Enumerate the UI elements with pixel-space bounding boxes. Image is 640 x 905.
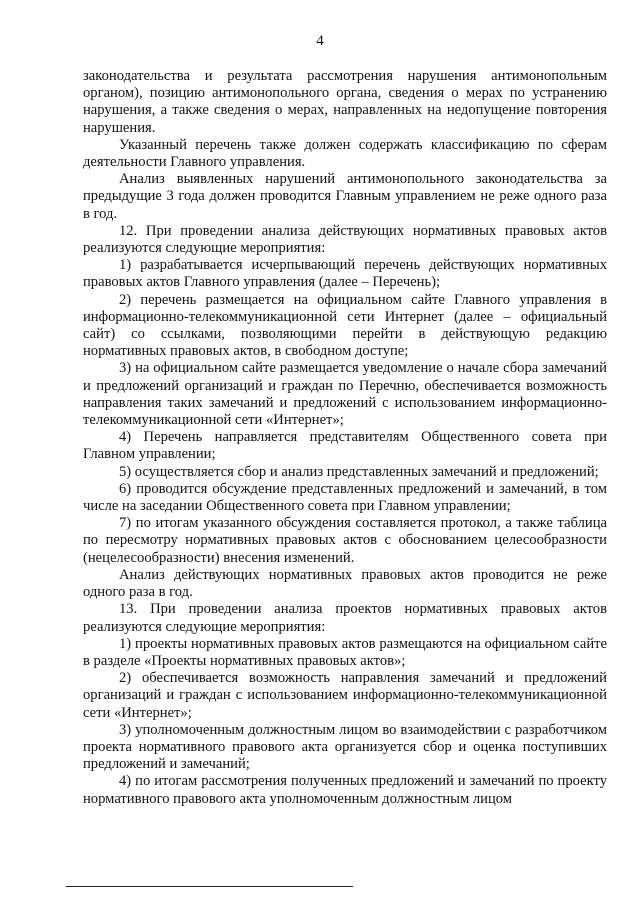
paragraph-classification: Указанный перечень также должен содержать классификацию по сферам деятельности Главного управления. — [83, 136, 607, 171]
paragraph-item-12-1: 1) разрабатывается исчерпывающий перечень действующих нормативных правовых актов Главного управления (далее – Перечень); — [83, 257, 607, 291]
page-number: 4 — [316, 33, 324, 49]
paragraph-item-13-4: 4) по итогам рассмотрения полученных предложений и замечаний по проекту нормативного правового акта уполномоченным должностным лицом — [83, 773, 607, 807]
document-body — [83, 68, 607, 808]
paragraph-item-12-5: 5) осуществляется сбор и анализ представленных замечаний и предложений; — [119, 463, 599, 480]
paragraph-item-12: 12. При проведении анализа действующих нормативных правовых актов реализуются следующие мероприятия: — [83, 222, 607, 257]
paragraph-item-13: 13. При проведении анализа проектов нормативных правовых актов реализуются следующие мероприятия: — [83, 601, 607, 635]
paragraph-continuation: законодательства и результата рассмотрения нарушения антимонопольным органом), позицию антимонопольного органа, сведения о мерах по устранению нарушения, а также сведения о мерах, направленных на недопущение повторения нарушения. — [83, 68, 607, 136]
paragraph-acts-analysis-frequency: Анализ действующих нормативных правовых актов проводится не реже одного раза в год. — [83, 566, 607, 601]
paragraph-item-12-6: 6) проводится обсуждение представленных предложений и замечаний, в том числе на заседании Общественного совета при Главном управлении; — [83, 480, 607, 515]
paragraph-item-12-2: 2) перечень размещается на официальном сайте Главного управления в информационно-телекоммуникационной сети Интернет (далее – официальный сайт) со ссылками, позволяющими перейти в действующую редакцию нормативных правовых актов, в свободном доступе; — [83, 291, 607, 360]
paragraph-analysis-frequency: Анализ выявленных нарушений антимонопольного законодательства за предыдущие 3 года должен проводится Главным управлением не реже одного раза в год. — [83, 171, 607, 222]
paragraph-item-13-2: 2) обеспечивается возможность направления замечаний и предложений организаций и граждан с использованием информационно-телекоммуникационной сети «Интернет»; — [83, 670, 607, 721]
paragraph-item-12-3: 3) на официальном сайте размещается уведомление о начале сбора замечаний и предложений организаций и граждан по Перечню, обеспечивается возможность направления таких замечаний и предложений с использованием информационно-телекоммуникационной сети «Интернет»; — [83, 360, 607, 429]
footer-divider — [66, 886, 353, 887]
paragraph-item-12-4: 4) Перечень направляется представителям Общественного совета при Главном управлении; — [83, 429, 607, 463]
paragraph-item-13-1: 1) проекты нормативных правовых актов размещаются на официальном сайте в разделе «Проекты нормативных правовых актов»; — [83, 635, 607, 669]
paragraph-item-12-7: 7) по итогам указанного обсуждения составляется протокол, а также таблица по пересмотру нормативных правовых актов с обоснованием целесообразности (нецелесообразности) внесения изменений. — [83, 515, 607, 566]
paragraph-item-13-3: 3) уполномоченным должностным лицом во взаимодействии с разработчиком проекта нормативного правового акта организуется сбор и оценка поступивших предложений и замечаний; — [83, 721, 607, 773]
